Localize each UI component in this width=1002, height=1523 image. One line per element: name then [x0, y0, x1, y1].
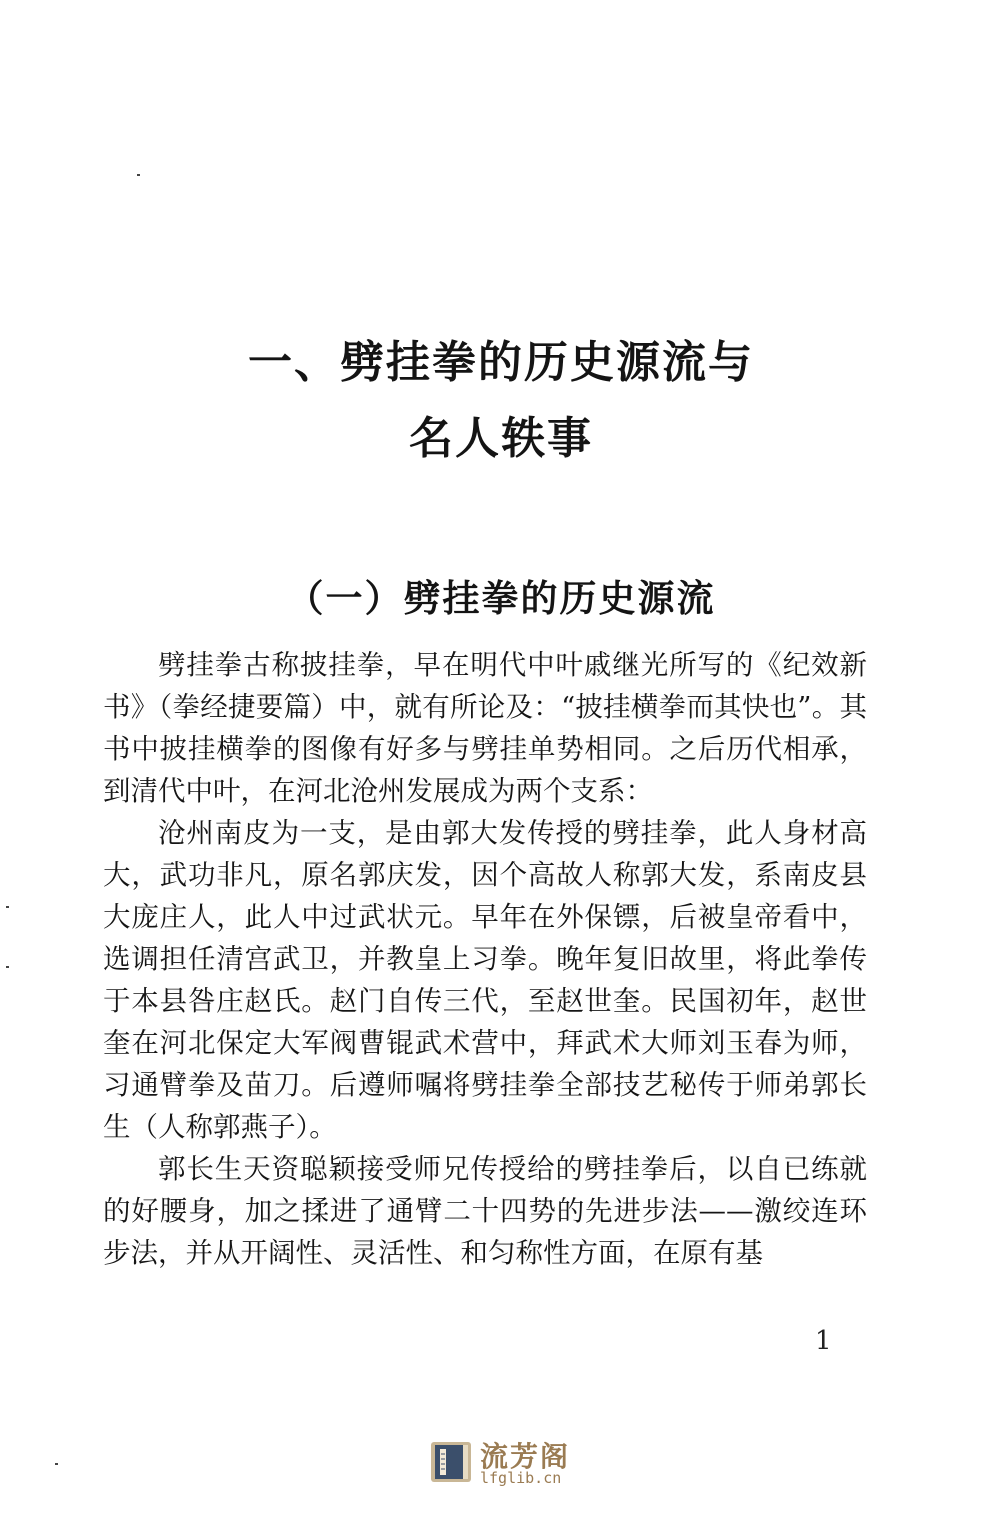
paragraph: 沧州南皮为一支，是由郭大发传授的劈挂拳，此人身材高大，武功非凡，原名郭庆发，因个高故人称郭大发，系南皮县大庞庄人，此人中过武状元。早年在外保镖，后被皇帝看中，选调担任清宫武卫，并教皇上习拳。晚年复旧故里，将此拳传于本县咎庄赵氏。赵门自传三代，至赵世奎。民国初年，赵世奎在河北保定大军阀曹锟武术营中，拜武术大师刘玉春为师，习通臂拳及苗刀。后遵师嘱将劈挂拳全部技艺秘传于师弟郭长生（人称郭燕子）。: [103, 817, 867, 1143]
watermark-name: 流芳阁: [480, 1440, 571, 1473]
section-heading: （一）劈挂拳的历史源流: [286, 577, 716, 620]
chapter-title-line-1: 一、劈挂拳的历史源流与: [248, 337, 754, 388]
paragraph: 劈挂拳古称披挂拳，早在明代中叶戚继光所写的《纪效新书》（拳经捷要篇）中，就有所论及：“披挂横拳而其快也”。其书中披挂横拳的图像有好多与劈挂单势相同。之后历代相承，到清代中叶，在河北沧州发展成为两个支系：: [103, 649, 867, 807]
book-logo-icon: [428, 1439, 474, 1485]
paragraph: 郭长生天资聪颖接受师兄传授给的劈挂拳后，以自已练就的好腰身，加之揉进了通臂二十四势的先进步法——激绞连环步法，并从开阔性、灵活性、和匀称性方面，在原有基: [103, 1153, 867, 1269]
scan-speck: [55, 1463, 58, 1465]
scan-speck: [6, 966, 9, 968]
body-text: [103, 644, 867, 1274]
scan-speck: [137, 174, 140, 176]
page-number: 1: [815, 1326, 832, 1356]
watermark-domain: lfglib.cn: [480, 1469, 562, 1487]
chapter-title-line-2: 名人轶事: [409, 413, 593, 464]
watermark: [428, 1435, 588, 1491]
scan-speck: [6, 906, 9, 908]
